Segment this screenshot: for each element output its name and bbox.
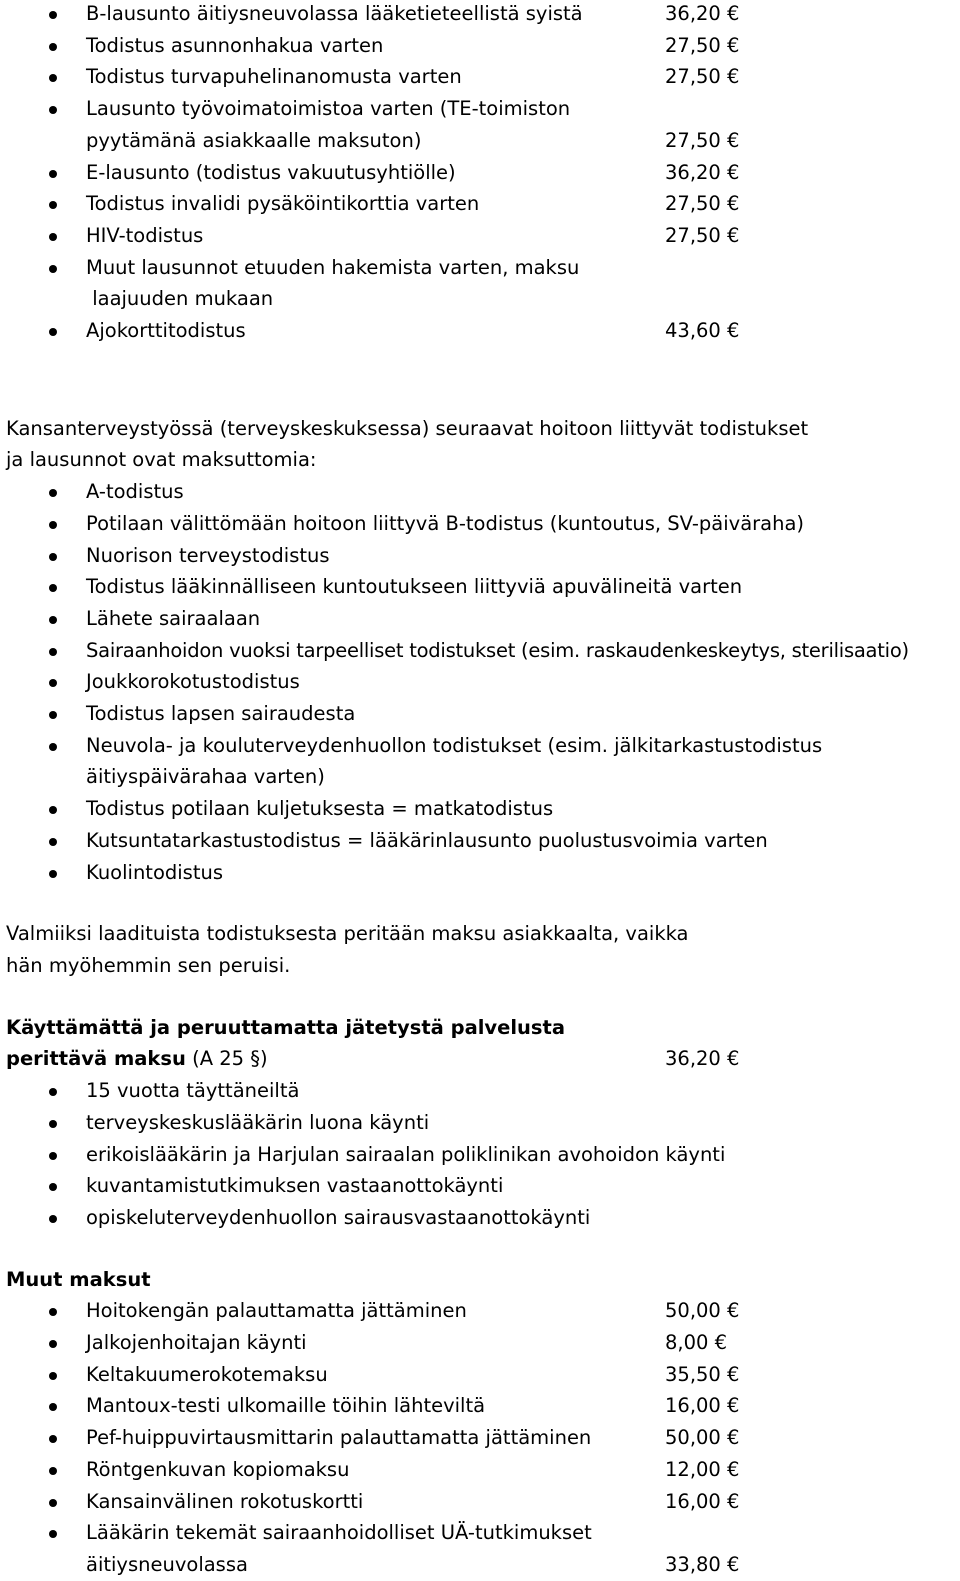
bullet-icon xyxy=(49,43,57,51)
bullet-icon xyxy=(49,679,57,687)
list-item: Kuolintodistus xyxy=(6,857,956,889)
bullet-icon xyxy=(49,1183,57,1191)
bullet-icon xyxy=(49,74,57,82)
bullet-icon xyxy=(49,648,57,656)
bullet-icon xyxy=(49,806,57,814)
list-item: HIV-todistus 27,50 € xyxy=(6,220,956,252)
price: 27,50 € xyxy=(665,65,740,89)
fee-document xyxy=(6,0,956,1581)
list-item: Muut lausunnot etuuden hakemista varten, maksu laajuuden mukaan xyxy=(6,252,956,315)
list-item: Röntgenkuvan kopiomaksu 12,00 € xyxy=(6,1454,956,1486)
bullet-icon xyxy=(49,106,57,114)
list-item: Sairaanhoidon vuoksi tarpeelliset todistukset (esim. raskaudenkeskeytys, sterilisaatio) xyxy=(6,635,956,667)
list-item: Kansainvälinen rokotuskortti 16,00 € xyxy=(6,1486,956,1518)
bullet-icon xyxy=(49,233,57,241)
price: 27,50 € xyxy=(665,33,740,57)
bullet-icon xyxy=(49,616,57,624)
bullet-icon xyxy=(49,1372,57,1380)
bullet-icon xyxy=(49,1120,57,1128)
list-item: Potilaan välittömään hoitoon liittyvä B-todistus (kuntoutus, SV-päiväraha) xyxy=(6,508,956,540)
price: 16,00 € xyxy=(665,1489,740,1513)
certificate-fee-list xyxy=(6,0,956,347)
bullet-icon xyxy=(49,201,57,209)
list-item: Lääkärin tekemät sairaanhoidolliset UÄ-tutkimukset äitiysneuvolassa 33,80 € xyxy=(6,1517,956,1580)
price: 50,00 € xyxy=(665,1426,740,1450)
price: 27,50 € xyxy=(665,192,740,216)
list-item: Ajokorttitodistus 43,60 € xyxy=(6,315,956,347)
free-certificates-list xyxy=(6,476,956,888)
cancellation-note: Valmiiksi laadituista todistuksesta peritään maksu asiakkaalta, vaikka hän myöhemmin sen peruisi. xyxy=(6,922,689,977)
list-item: Todistus potilaan kuljetuksesta = matkatodistus xyxy=(6,793,956,825)
bullet-icon xyxy=(49,265,57,273)
bullet-icon xyxy=(49,1403,57,1411)
bullet-icon xyxy=(49,1499,57,1507)
bullet-icon xyxy=(49,328,57,336)
list-item: Jalkojenhoitajan käynti 8,00 € xyxy=(6,1327,956,1359)
bullet-icon xyxy=(49,11,57,19)
list-item: Todistus lapsen sairaudesta xyxy=(6,698,956,730)
list-item: kuvantamistutkimuksen vastaanottokäynti xyxy=(6,1170,956,1202)
bullet-icon xyxy=(49,584,57,592)
no-show-fee-list xyxy=(6,1075,956,1234)
list-item: Todistus invalidi pysäköintikorttia varten 27,50 € xyxy=(6,188,956,220)
list-item: Lausunto työvoimatoimistoa varten (TE-toimiston pyytämänä asiakkaalle maksuton) 27,50 € xyxy=(6,93,956,156)
other-fees-list xyxy=(6,1295,956,1580)
other-fees-heading: Muut maksut xyxy=(6,1267,151,1291)
price: 33,80 € xyxy=(665,1552,740,1576)
bullet-icon xyxy=(49,711,57,719)
price: 27,50 € xyxy=(665,223,740,247)
price: 50,00 € xyxy=(665,1299,740,1323)
free-certificates-intro: Kansanterveystyössä (terveyskeskuksessa) seuraavat hoitoon liittyvät todistukset ja lausunnot ovat maksuttomia: xyxy=(6,416,809,472)
bullet-icon xyxy=(49,489,57,497)
list-item: erikoislääkärin ja Harjulan sairaalan poliklinikan avohoidon käynti xyxy=(6,1139,956,1171)
price: 16,00 € xyxy=(665,1394,740,1418)
list-item: Nuorison terveystodistus xyxy=(6,540,956,572)
bullet-icon xyxy=(49,1215,57,1223)
bullet-icon xyxy=(49,1152,57,1160)
bullet-icon xyxy=(49,743,57,751)
bullet-icon xyxy=(49,838,57,846)
price: 36,20 € xyxy=(665,160,740,184)
bullet-icon xyxy=(49,870,57,878)
list-item: Pef-huippuvirtausmittarin palauttamatta jättäminen 50,00 € xyxy=(6,1422,956,1454)
list-item: A-todistus xyxy=(6,476,956,508)
list-item: terveyskeskuslääkärin luona käynti xyxy=(6,1107,956,1139)
price: 8,00 € xyxy=(665,1331,728,1355)
list-item: Todistus asunnonhakua varten 27,50 € xyxy=(6,30,956,62)
list-item: Mantoux-testi ulkomaille töihin lähteviltä 16,00 € xyxy=(6,1390,956,1422)
price: 12,00 € xyxy=(665,1457,740,1481)
bullet-icon xyxy=(49,170,57,178)
price: 36,20 € xyxy=(665,1047,740,1071)
price: 36,20 € xyxy=(665,2,740,25)
bullet-icon xyxy=(49,521,57,529)
list-item: 15 vuotta täyttäneiltä xyxy=(6,1075,956,1107)
price: 27,50 € xyxy=(665,128,740,152)
bullet-icon xyxy=(49,1530,57,1538)
list-item: Todistus turvapuhelinanomusta varten 27,50 € xyxy=(6,61,956,93)
list-item: E-lausunto (todistus vakuutusyhtiölle) 36,20 € xyxy=(6,157,956,189)
list-item: Lähete sairaalaan xyxy=(6,603,956,635)
list-item: Neuvola- ja kouluterveydenhuollon todistukset (esim. jälkitarkastustodistus äitiyspäivärahaa varten) xyxy=(6,730,956,793)
list-item: opiskeluterveydenhuollon sairausvastaanottokäynti xyxy=(6,1202,956,1234)
list-item: Keltakuumerokotemaksu 35,50 € xyxy=(6,1359,956,1391)
no-show-fee-heading: Käyttämättä ja peruuttamatta jätetystä palvelusta perittävä maksu (A 25 §) 36,20 € xyxy=(6,1012,956,1075)
price: 35,50 € xyxy=(665,1362,740,1386)
list-item: Kutsuntatarkastustodistus = lääkärinlausunto puolustusvoimia varten xyxy=(6,825,956,857)
list-item: B-lausunto äitiysneuvolassa lääketieteellistä syistä 36,20 € xyxy=(6,0,956,30)
bullet-icon xyxy=(49,1308,57,1316)
list-item: Todistus lääkinnälliseen kuntoutukseen liittyviä apuvälineitä varten xyxy=(6,571,956,603)
bullet-icon xyxy=(49,1340,57,1348)
bullet-icon xyxy=(49,1435,57,1443)
list-item: Hoitokengän palauttamatta jättäminen 50,00 € xyxy=(6,1295,956,1327)
bullet-icon xyxy=(49,1088,57,1096)
bullet-icon xyxy=(49,1467,57,1475)
list-item: Joukkorokotustodistus xyxy=(6,666,956,698)
bullet-icon xyxy=(49,553,57,561)
price: 43,60 € xyxy=(665,319,740,343)
